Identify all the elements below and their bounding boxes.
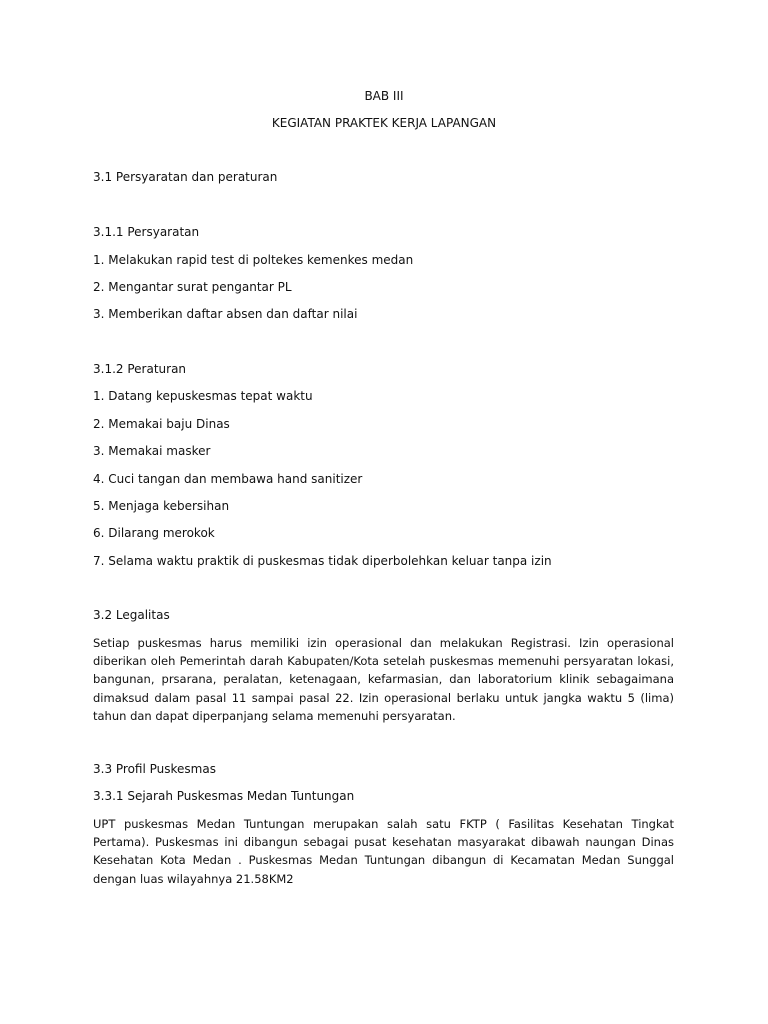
peraturan-item: 1. Datang kepuskesmas tepat waktu [93, 389, 313, 403]
persyaratan-item: 2. Mengantar surat pengantar PL [93, 280, 292, 294]
section-3-1-heading: 3.1 Persyaratan dan peraturan [93, 170, 278, 184]
section-3-1-2-heading: 3.1.2 Peraturan [93, 362, 187, 376]
peraturan-item: 2. Memakai baju Dinas [93, 417, 230, 431]
peraturan-item: 4. Cuci tangan dan membawa hand sanitizer [93, 472, 363, 486]
chapter-label: BAB III [364, 89, 404, 103]
legalitas-paragraph: Setiap puskesmas harus memiliki izin operasional dan melakukan Registrasi. Izin operasional diberikan oleh Pemerintah darah Kabupaten/Kota setelah puskesmas memenuhi persyaratan lokasi, bangunan, prsarana, peralatan, ketenagaan, kefarmasian, dan laboratorium klinik sebagaimana dimaksud dalam pasal 11 sampai pasal 22. Izin operasional berlaku untuk jangka waktu 5 (lima) tahun dan dapat diperpanjang selama memenuhi persyaratan. [93, 636, 674, 723]
section-3-3-heading: 3.3 Profil Puskesmas [93, 762, 216, 776]
peraturan-item: 3. Memakai masker [93, 444, 211, 458]
persyaratan-item: 3. Memberikan daftar absen dan daftar nilai [93, 307, 358, 321]
section-3-2-heading: 3.2 Legalitas [93, 608, 170, 622]
section-3-3-1-heading: 3.3.1 Sejarah Puskesmas Medan Tuntungan [93, 789, 355, 803]
sejarah-paragraph: UPT puskesmas Medan Tuntungan merupakan salah satu FKTP ( Fasilitas Kesehatan Tingkat Pertama). Puskesmas ini dibangun sebagai pusat kesehatan masyarakat dibawah naungan Dinas Kesehatan Kota Medan . Puskesmas Medan Tuntungan dibangun di Kecamatan Medan Sunggal dengan luas wilayahnya 21.58KM2 [93, 817, 674, 886]
peraturan-item: 6. Dilarang merokok [93, 526, 215, 540]
section-3-1-1-heading: 3.1.1 Persyaratan [93, 225, 200, 239]
persyaratan-item: 1. Melakukan rapid test di poltekes kemenkes medan [93, 253, 414, 267]
chapter-title: KEGIATAN PRAKTEK KERJA LAPANGAN [271, 116, 497, 130]
peraturan-item: 7. Selama waktu praktik di puskesmas tidak diperbolehkan keluar tanpa izin [93, 554, 552, 568]
peraturan-item: 5. Menjaga kebersihan [93, 499, 230, 513]
